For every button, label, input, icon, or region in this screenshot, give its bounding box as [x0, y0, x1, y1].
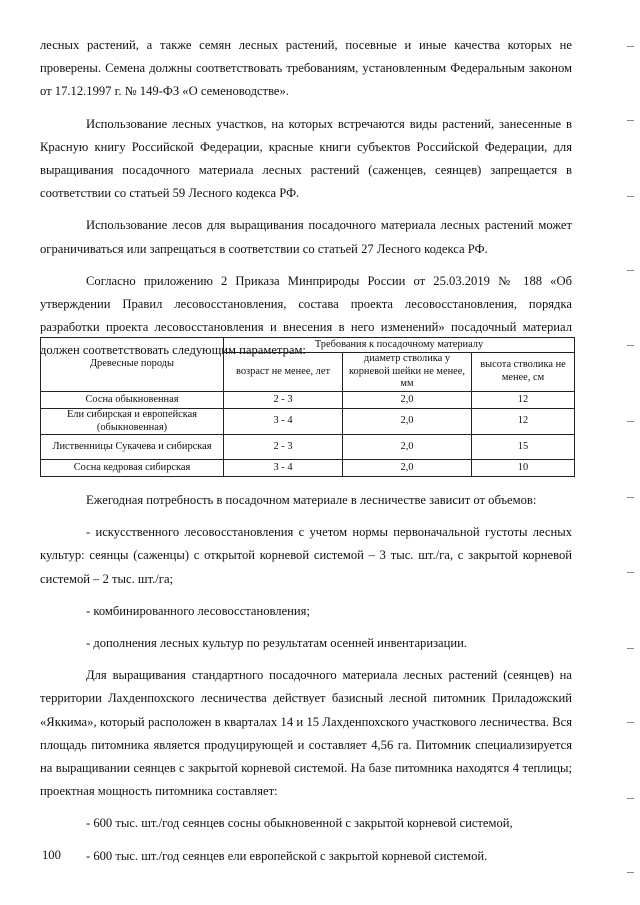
body-text-bottom [40, 489, 572, 868]
cell-diameter: 2,0 [343, 460, 472, 477]
cell-diameter: 2,0 [343, 409, 472, 435]
list-item: - 600 тыс. шт./год сеянцев сосны обыкновенной с закрытой корневой системой, [86, 816, 513, 831]
table-row [41, 409, 575, 435]
header-height: высота стволика не менее, см [472, 353, 575, 392]
cell-height: 12 [472, 409, 575, 435]
cell-age: 2 - 3 [224, 392, 343, 409]
header-age: возраст не менее, лет [224, 353, 343, 392]
header-requirements-group: Требования к посадочному материалу [224, 338, 575, 353]
cell-species: Сосна кедровая сибирская [41, 460, 224, 477]
cell-age: 3 - 4 [224, 409, 343, 435]
body-text-top [40, 34, 572, 363]
paragraph-nursery: Для выращивания стандартного посадочного материала лесных растений (сеянцев) на территории Лахденпохского лесничества действует базисный лесной питомник Приладожский «Яккима», который расположен в кварталах 14 и 15 Лахденпохского участкового лесничества. Вся площадь питомника является продуцирующей и составляет 4,56 га. Питомник специализируется на выращивании сеянцев с закрытой корневой системой. На базе питомника находятся 4 теплицы; проектная мощность питомника составляет: [40, 668, 572, 799]
planting-material-table [40, 337, 575, 477]
paragraph-red-book: Использование лесных участков, на которых встречаются виды растений, занесенные в Красную книгу Российской Федерации, красные книги субъектов Российской Федерации, для выращивания посадочного материала лесных растений (саженцев, сеянцев) запрещается в соответствии со статьей 59 Лесного кодекса РФ. [40, 116, 572, 201]
header-species: Древесные породы [41, 338, 224, 392]
list-item: - дополнения лесных культур по результатам осенней инвентаризации. [86, 636, 467, 651]
cell-height: 15 [472, 435, 575, 460]
table-header-row [41, 338, 575, 353]
list-item: - искусственного лесовосстановления с учетом нормы первоначальной густоты лесных культур: сеянцы (саженцы) с открытой корневой системой – 3 тыс. шт./га, с закрытой корневой системой – 2 тыс. шт./га; [40, 525, 572, 586]
page-number: 100 [42, 848, 61, 862]
cell-diameter: 2,0 [343, 435, 472, 460]
cell-age: 2 - 3 [224, 435, 343, 460]
cell-species: Лиственницы Сукачева и сибирская [41, 435, 224, 460]
paragraph-forest-use: Использование лесов для выращивания посадочного материала лесных растений может ограничиваться или запрещаться в соответствии со статьей 27 Лесного кодекса РФ. [40, 218, 572, 256]
cell-diameter: 2,0 [343, 392, 472, 409]
list-item: - комбинированного лесовосстановления; [86, 603, 310, 618]
table-row [41, 392, 575, 409]
header-diameter: диаметр стволика у корневой шейки не менее, мм [343, 353, 472, 392]
paragraph-annual-need: Ежегодная потребность в посадочном материале в лесничестве зависит от объемов: [86, 493, 537, 507]
paragraph-continuation: лесных растений, а также семян лесных растений, посевные и иные качества которых не проверены. Семена должны соответствовать требованиям, установленным Федеральным законом от 17.12.1997 г. № 149-ФЗ «О семеноводстве». [40, 38, 572, 99]
table-row [41, 435, 575, 460]
cell-species: Ели сибирская и европейская (обыкновенная) [41, 409, 224, 435]
cell-height: 10 [472, 460, 575, 477]
cell-species: Сосна обыкновенная [41, 392, 224, 409]
cell-age: 3 - 4 [224, 460, 343, 477]
cell-height: 12 [472, 392, 575, 409]
paragraph-order-188: Согласно приложению 2 Приказа Минприроды России от 25.03.2019 № 188 «Об утверждении Правил лесовосстановления, состава проекта лесовосстановления, порядка разработки проекта лесовосстановления и внесения в него изменений» посадочный материал должен соответствовать следующим параметрам: [40, 273, 572, 358]
table-row [41, 460, 575, 477]
list-item: - 600 тыс. шт./год сеянцев ели европейской с закрытой корневой системой. [86, 848, 488, 863]
